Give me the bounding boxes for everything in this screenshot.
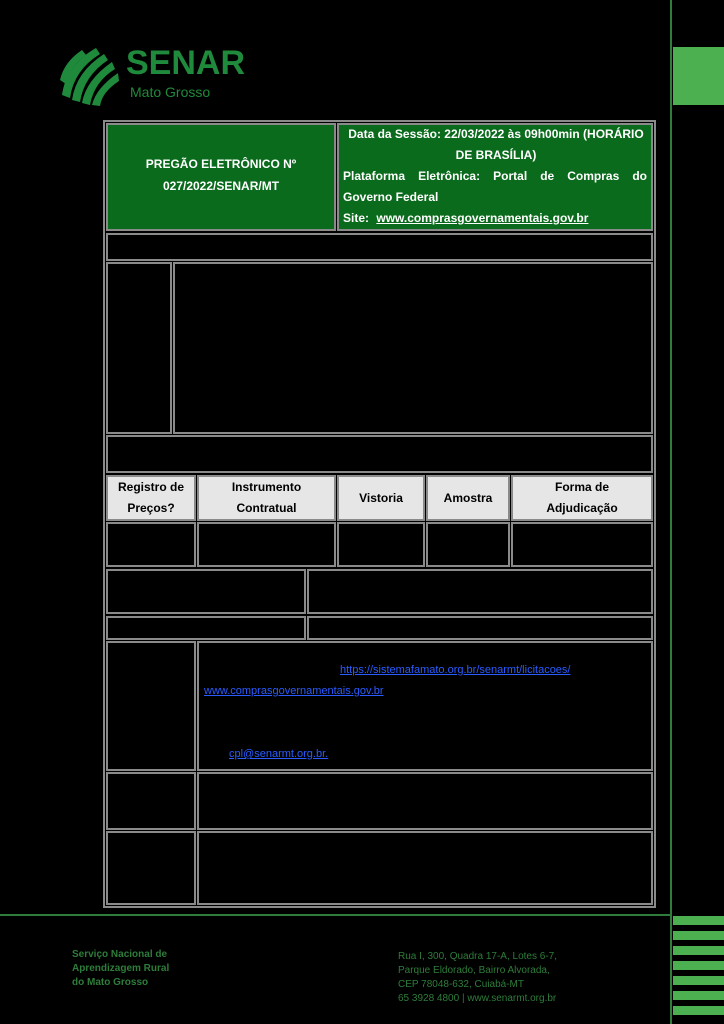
platform-line2: Governo Federal	[343, 190, 439, 204]
site-label: Site:	[343, 211, 370, 225]
value-instrumento-contratual	[197, 522, 336, 567]
header-registro-precos: Registro de Preços?	[106, 475, 196, 521]
footer-address: Rua I, 300, Quadra 17-A, Lotes 6-7, Parque Eldorado, Bairro Alvorada, CEP 78048-632, Cuiabá-MT 65 3928 4800 | www.senarmt.org.br	[398, 951, 557, 1004]
table-row-11-left	[106, 831, 196, 905]
table-row-7-left	[106, 569, 306, 614]
logo-name: SENAR	[126, 44, 246, 82]
edital-title-line1: PREGÃO ELETRÔNICO Nº	[145, 157, 297, 171]
table-row-desc-value	[173, 262, 653, 434]
footer-stripes	[673, 914, 724, 1024]
session-date-line1: Data da Sessão: 22/03/2022 às 09h00min (HORÁRIO	[348, 127, 644, 141]
footer-divider	[0, 914, 672, 916]
value-amostra	[426, 522, 510, 567]
right-green-block	[673, 47, 724, 105]
header-forma-adjudicacao: Forma de Adjudicação	[511, 475, 653, 521]
table-row-10-left	[106, 772, 196, 830]
value-forma-adjudicacao	[511, 522, 653, 567]
table-row-10-right	[197, 772, 653, 830]
session-info-cell	[337, 123, 653, 231]
header-amostra: Amostra	[426, 475, 510, 521]
platform-line1: Plataforma Eletrônica: Portal de Compras do	[343, 169, 647, 183]
compras-link[interactable]: www.comprasgovernamentais.gov.br	[204, 685, 384, 697]
table-row-empty	[106, 435, 653, 473]
licitacoes-link[interactable]: https://sistemafamato.org.br/senarmt/licitacoes/	[340, 664, 571, 676]
email-link[interactable]: cpl@senarmt.org.br.	[229, 748, 329, 760]
header-vistoria: Vistoria	[337, 475, 425, 521]
edital-title-line2: 027/2022/SENAR/MT	[162, 179, 280, 193]
table-row-8-right	[307, 616, 653, 640]
table-row-object	[106, 233, 653, 261]
value-registro-precos	[106, 522, 196, 567]
session-date-line2: DE BRASÍLIA)	[455, 148, 537, 162]
logo-subtitle: Mato Grosso	[130, 84, 211, 100]
site-link[interactable]: www.comprasgovernamentais.gov.br	[376, 211, 589, 225]
senar-logo-icon	[56, 40, 120, 110]
right-border-line	[670, 0, 672, 1024]
table-row-7-right	[307, 569, 653, 614]
table-row-8-left	[106, 616, 306, 640]
edital-title-cell	[106, 123, 336, 231]
footer-org: Serviço Nacional de Aprendizagem Rural do Mato Grosso	[72, 949, 170, 988]
value-vistoria	[337, 522, 425, 567]
table-row-desc-label	[106, 262, 172, 434]
header-instrumento-contratual: Instrumento Contratual	[197, 475, 336, 521]
senar-logo	[56, 40, 256, 110]
table-row-9-left	[106, 641, 196, 771]
table-row-11-right	[197, 831, 653, 905]
